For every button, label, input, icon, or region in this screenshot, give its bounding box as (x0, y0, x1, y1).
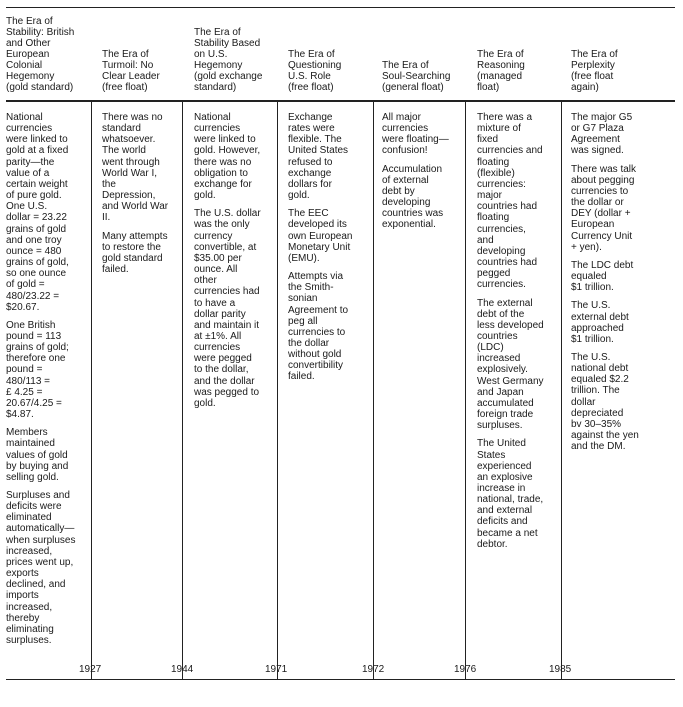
column-body-1 (6, 112, 92, 653)
year-label-1985: 1985 (549, 664, 572, 675)
paragraph: Accumulation of external debt by developing countries was exponential. (382, 163, 444, 231)
year-label-1972: 1972 (362, 664, 385, 675)
paragraph: The EEC developed its own European Monetary Unit (EMU). (288, 208, 353, 264)
column-body-3 (194, 112, 276, 416)
divider-1972 (373, 100, 374, 680)
paragraph: The LDC debt equaled $1 trillion. (571, 259, 634, 294)
column-body-7 (571, 112, 671, 459)
paragraph: National currencies were linked to gold at a fixed parity—the value of a certain weight of pure gold. One U.S. dollar = 23.22 grains of gold and one troy ounce = 480 grains of gold, so one ounce of gold = 480/23.22 = $20.67. (6, 112, 69, 313)
column-heading-1 (6, 9, 92, 93)
paragraph: Exchange rates were flexible. The United States refused to exchange dollars for gold. (288, 112, 349, 202)
heading-text: The Era of Perplexity (free float again) (571, 49, 618, 93)
heading-text: The Era of Stability Based on U.S. Hegemony (gold exchange standard) (194, 27, 263, 93)
paragraph: The U.S. national debt equaled $2.2 trillion. The dollar depreciated bv 30–35% against the yen and the DM. (571, 351, 639, 453)
paragraph: All major currencies were floating— confusion! (382, 112, 449, 157)
column-heading-4 (288, 9, 372, 93)
paragraph: Members maintained values of gold by buying and selling gold. (6, 427, 69, 483)
paragraph: Many attempts to restore the gold standard failed. (102, 230, 168, 276)
paragraph: The U.S. external debt approached $1 trillion. (571, 300, 629, 345)
year-label-1971: 1971 (265, 664, 288, 675)
year-label-1944: 1944 (171, 664, 194, 675)
column-heading-3 (194, 9, 276, 93)
heading-text: The Era of Turmoil: No Clear Leader (free float) (102, 49, 160, 93)
paragraph: Attempts via the Smith- sonian Agreement to peg all currencies to the dollar without gold convertibility failed. (288, 271, 349, 383)
column-body-6 (477, 112, 559, 557)
paragraph: One British pound = 113 grains of gold; therefore one pound = 480/113 = £ 4.25 = 20.67/4.25 = $4.87. (6, 319, 69, 421)
year-label-1927: 1927 (79, 664, 102, 675)
column-heading-7 (571, 9, 671, 93)
bottom-rule (6, 679, 675, 680)
paragraph: The U.S. dollar was the only currency convertible, at $35.00 per ounce. All other currencies had to have a dollar parity and maintain it at ±1%. All currencies were pegged to the dollar, and the dollar was pegged to gold. (194, 208, 261, 409)
paragraph: The external debt of the less developed countries (LDC) increased explosively. West Germany and Japan accumulated foreign trade surpluses. (477, 297, 544, 432)
heading-text: The Era of Stability: British and Other European Colonial Hegemony (gold standard) (6, 16, 75, 93)
divider-1976 (465, 100, 466, 680)
paragraph: Surpluses and deficits were eliminated automatically— when surpluses increased, prices went up, exports declined, and imports increased, thereby eliminating surpluses. (6, 490, 76, 647)
divider-1985 (561, 100, 562, 680)
column-body-2 (102, 112, 180, 282)
header-rule (6, 100, 675, 102)
column-heading-5 (382, 9, 462, 93)
divider-1971 (277, 100, 278, 680)
heading-text: The Era of Questioning U.S. Role (free float) (288, 49, 342, 93)
paragraph: There was talk about pegging currencies to the dollar or DEY (dollar + European Currency Unit + yen). (571, 163, 637, 253)
column-body-4 (288, 112, 372, 390)
paragraph: National currencies were linked to gold. However, there was no obligation to exchange for gold. (194, 112, 261, 202)
heading-text: The Era of Soul-Searching (general float) (382, 60, 451, 93)
column-heading-2 (102, 9, 180, 93)
heading-text: The Era of Reasoning (managed float) (477, 49, 525, 93)
paragraph: The United States experienced an explosive increase in national, trade, and external deficits and became a net debtor. (477, 438, 544, 550)
paragraph: The major G5 or G7 Plaza Agreement was signed. (571, 112, 633, 157)
column-body-5 (382, 112, 462, 238)
year-label-1976: 1976 (454, 664, 477, 675)
paragraph: There was a mixture of fixed currencies and floating (flexible) currencies: major countries had floating currencies, and developing countries had pegged currencies. (477, 112, 543, 291)
paragraph: There was no standard whatsoever. The world went through World War I, the Depression, and World War II. (102, 112, 169, 224)
column-heading-6 (477, 9, 559, 93)
divider-1944 (182, 100, 183, 680)
